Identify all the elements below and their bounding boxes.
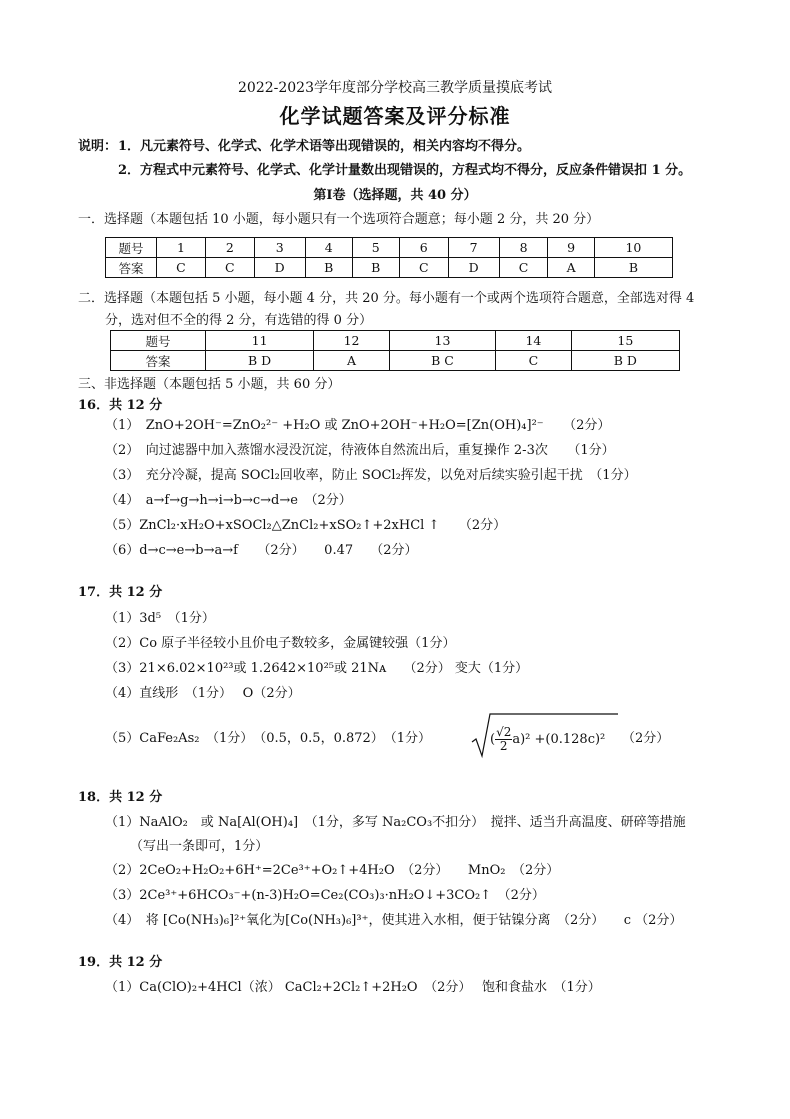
table-cell: C (496, 351, 572, 371)
table-cell: B C (389, 351, 495, 371)
table-header-cell: 答案 (111, 351, 206, 371)
q17-title: 17．共 12 分 (78, 585, 163, 600)
table-cell: 14 (496, 331, 572, 351)
formula-open-paren: ( (490, 732, 496, 747)
section1-answer-table (105, 237, 673, 278)
table-cell: C (399, 258, 448, 278)
table-header-cell: 题号 (111, 331, 206, 351)
table-cell: D (254, 258, 305, 278)
section3-title: 三、非选择题（本题包括 5 小题，共 60 分） (78, 377, 341, 392)
q18-answer-4: （4） 将 [Co(NH₃)₆]²⁺氧化为[Co(NH₃)₆]³⁺，使其进入水相，便于钴镍分离 （2分） c （2分） (105, 913, 683, 928)
q16-answer-2: （2） 向过滤器中加入蒸馏水浸没沉淀，待液体自然流出后，重复操作 2-3次 （1分） (105, 443, 615, 458)
q16-answer-1: （1） ZnO+2OH⁻=ZnO₂²⁻ +H₂O 或 ZnO+2OH⁻+H₂O=[Zn(OH)₄]²⁻ （2分） (105, 418, 611, 433)
section2-title-line2: 分，选对但不全的得 2 分，有选错的得 0 分） (105, 313, 373, 328)
table-cell: 4 (305, 238, 352, 258)
q18-answer-1: （1）NaAlO₂ 或 Na[Al(OH)₄] （1分，多写 Na₂CO₃不扣分） 搅拌、适当升高温度、研碎等措施 (105, 815, 686, 830)
table-cell: D (448, 258, 499, 278)
q16-answer-6: （6）d→c→e→b→a→f （2分） 0.47 （2分） (105, 543, 418, 558)
q18-answer-2: （2）2CeO₂+H₂O₂+6H⁺=2Ce³⁺+O₂↑+4H₂O （2分） MnO₂ （2分） (105, 863, 560, 878)
q17-formula (490, 723, 605, 757)
q17-answer-1: （1）3d⁵ （1分） (105, 611, 215, 626)
table-cell: 8 (499, 238, 548, 258)
table-cell: B (352, 258, 399, 278)
table-header-cell: 题号 (106, 238, 157, 258)
table-cell: 9 (548, 238, 594, 258)
q17-answer-4: （4）直线形 （1分） O（2分） (105, 686, 301, 701)
table-cell: C (157, 258, 206, 278)
part1-title: 第Ⅰ卷（选择题，共 40 分） (313, 188, 477, 203)
q16-answer-4: （4） a→f→g→h→i→b→c→d→e （2分） (105, 493, 352, 508)
table-row (111, 351, 680, 371)
q18-title: 18．共 12 分 (78, 790, 163, 805)
table-cell: C (499, 258, 548, 278)
table-cell: A (548, 258, 594, 278)
table-cell: 7 (448, 238, 499, 258)
table-cell: 5 (352, 238, 399, 258)
table-cell: B (305, 258, 352, 278)
formula-fraction (495, 726, 512, 753)
table-row (111, 331, 680, 351)
table-cell: 10 (594, 238, 672, 258)
q17-answer-5: （5）CaFe₂As₂ （1分） （0.5，0.5，0.872） （1分） (105, 731, 432, 746)
formula-denominator: 2 (499, 739, 508, 753)
q16-answer-3: （3） 充分冷凝，提高 SOCl₂回收率，防止 SOCl₂挥发，以免对后续实验引起干扰 （1分） (105, 468, 637, 483)
document-title: 化学试题答案及评分标准 (279, 104, 511, 128)
section1-title: 一．选择题（本题包括 10 小题，每小题只有一个选项符合题意；每小题 2 分，共 20 分） (78, 212, 600, 227)
table-row (106, 258, 673, 278)
table-cell: 13 (389, 331, 495, 351)
q17-answer-3: （3）21×6.02×10²³或 1.2642×10²⁵或 21Nᴀ （2分） 变大（1分） (105, 661, 529, 676)
table-cell: A (314, 351, 390, 371)
q18-answer-1-cont: （写出一条即可，1分） (130, 839, 269, 854)
table-cell: 12 (314, 331, 390, 351)
table-cell: B D (206, 351, 314, 371)
table-cell: 1 (157, 238, 206, 258)
table-cell: 6 (399, 238, 448, 258)
q19-title: 19．共 12 分 (78, 955, 163, 970)
table-cell: 3 (254, 238, 305, 258)
table-header-cell: 答案 (106, 258, 157, 278)
formula-numerator: √2 (496, 725, 512, 739)
section2-answer-table (110, 330, 680, 371)
q18-answer-3: （3）2Ce³⁺+6HCO₃⁻+(n-3)H₂O=Ce₂(CO₃)₃·nH₂O↓+3CO₂↑ （2分） (105, 888, 545, 903)
table-cell: B D (571, 351, 679, 371)
q17-answer-2: （2）Co 原子半径较小且价电子数较多，金属键较强（1分） (105, 636, 456, 651)
notes-label: 说明： (78, 139, 118, 154)
table-cell: 11 (206, 331, 314, 351)
table-cell: 15 (571, 331, 679, 351)
q16-title: 16．共 12 分 (78, 398, 163, 413)
exam-title: 2022-2023学年度部分学校高三教学质量摸底考试 (238, 80, 552, 96)
q16-answer-5: （5）ZnCl₂·xH₂O+xSOCl₂△ZnCl₂+xSO₂↑+2xHCl ↑ （2分） (105, 518, 507, 533)
note-1: 1．凡元素符号、化学式、化学术语等出现错误的，相关内容均不得分。 (118, 139, 531, 154)
formula-tail: a)² +(0.128c)² (512, 732, 606, 747)
section2-title-line1: 二．选择题（本题包括 5 小题，每小题 4 分，共 20 分。每小题有一个或两个选项符合题意，全部选对得 4 (78, 291, 695, 306)
table-cell: 2 (205, 238, 254, 258)
table-cell: C (205, 258, 254, 278)
q19-answer-1: （1）Ca(ClO)₂+4HCl（浓） CaCl₂+2Cl₂↑+2H₂O （2分） 饱和食盐水 （1分） (105, 980, 601, 995)
q17-answer-5-score: （2分） (622, 731, 670, 746)
note-2: 2．方程式中元素符号、化学式、化学计量数出现错误的，方程式均不得分，反应条件错误扣 1 分。 (118, 163, 692, 178)
table-cell: B (594, 258, 672, 278)
table-row (106, 238, 673, 258)
